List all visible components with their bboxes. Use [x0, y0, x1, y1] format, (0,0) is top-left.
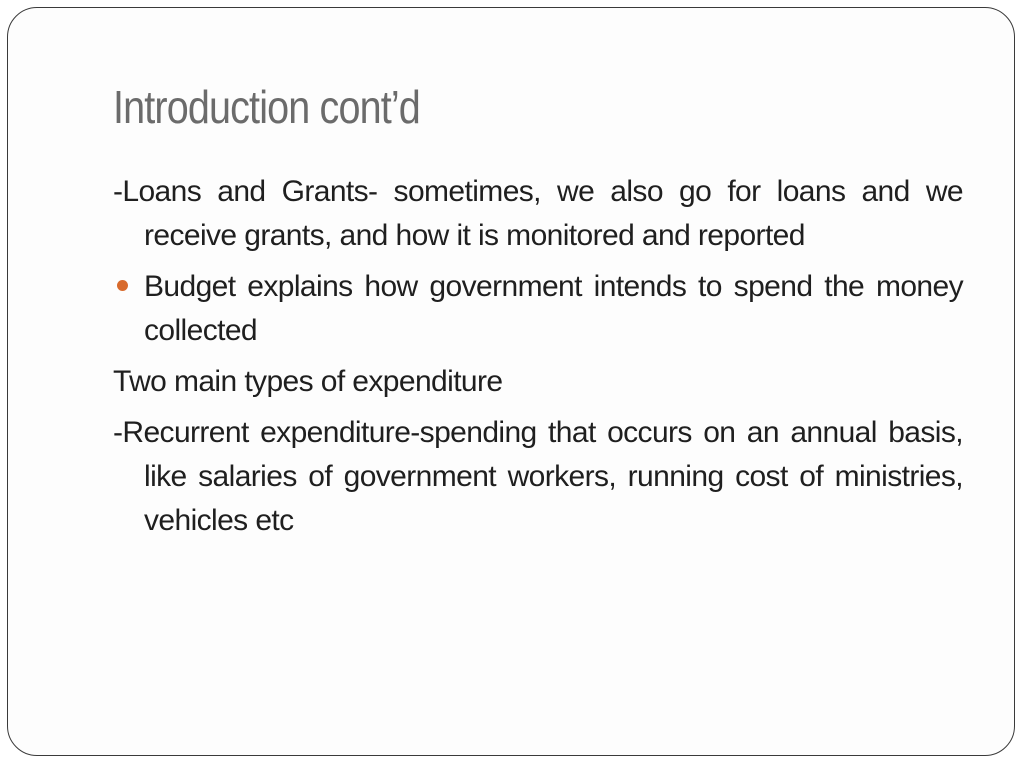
slide-body	[113, 170, 963, 550]
paragraph-expenditure-types	[113, 360, 963, 404]
slide-title: Introduction cont’d	[113, 81, 420, 133]
bullet-item-budget	[113, 265, 963, 353]
paragraph-loans-grants	[113, 170, 963, 258]
paragraph-text: -Loans and Grants- sometimes, we also go for loans and we receive grants, and how it is monitored and reported	[113, 175, 963, 252]
round-bullet-icon	[117, 280, 128, 291]
paragraph-text: Budget explains how government intends to spend the money collected	[144, 270, 963, 347]
paragraph-text: -Recurrent expenditure-spending that occurs on an annual basis, like salaries of government workers, running cost of ministries, vehicles etc	[113, 416, 963, 537]
paragraph-recurrent-expenditure	[113, 411, 963, 543]
paragraph-text: Two main types of expenditure	[113, 365, 503, 398]
